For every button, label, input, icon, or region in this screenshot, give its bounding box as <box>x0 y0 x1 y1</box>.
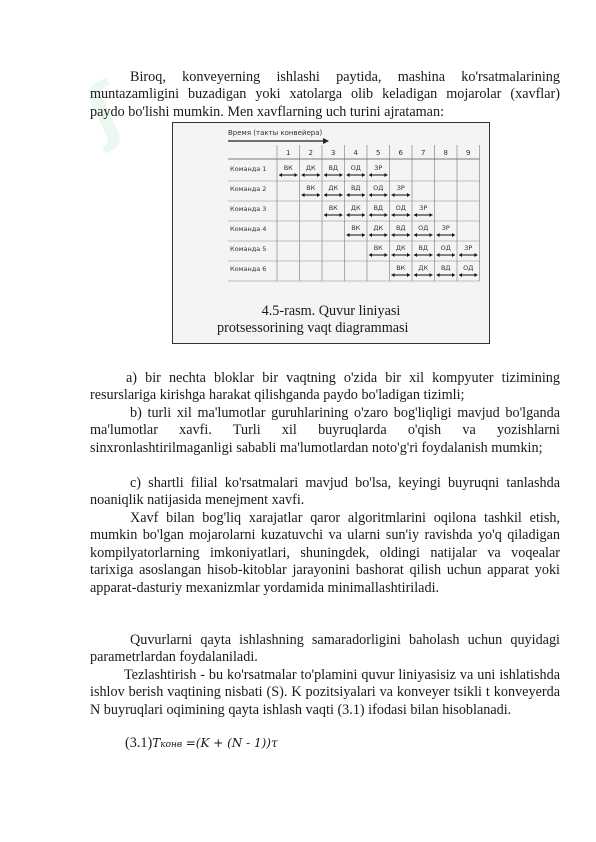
stage-label: ДК <box>305 164 316 172</box>
stage-label: ОД <box>440 244 451 252</box>
stage-arrow-left <box>459 253 462 257</box>
stage-label: ЗР <box>419 204 428 212</box>
stage-label: ВД <box>418 244 429 252</box>
stage-arrow-left <box>414 273 417 277</box>
time-axis-arrow-head <box>323 138 329 144</box>
stage-arrow-right <box>340 173 343 177</box>
formula-label: (3.1) <box>125 735 153 751</box>
stage-arrow-right <box>385 173 388 177</box>
stage-arrow-right <box>362 193 365 197</box>
stage-label: ОД <box>373 184 384 192</box>
stage-arrow-right <box>385 233 388 237</box>
column-number: 5 <box>376 149 381 157</box>
stage-arrow-right <box>362 173 365 177</box>
stage-arrow-left <box>392 233 395 237</box>
stage-label: ОД <box>350 164 361 172</box>
stage-label: ВК <box>396 264 406 272</box>
stage-arrow-left <box>369 253 372 257</box>
stage-arrow-left <box>324 193 327 197</box>
stage-arrow-left <box>392 213 395 217</box>
time-axis-label: Время (такты конвейера) <box>228 129 323 137</box>
stage-label: ДК <box>328 184 339 192</box>
formula-expression: =(K + (N - 1))τ <box>185 736 278 750</box>
stage-label: ВК <box>283 164 293 172</box>
paragraph-a: a) bir nechta bloklar bir vaqtning o'zida bir xil kompyuter tizimining resurslariga kirishga harakat qilishganda paydo bo'ladigan tizimli; <box>90 370 560 404</box>
row-label: Команда 3 <box>230 205 267 213</box>
formula-subscript: конв <box>160 740 183 750</box>
stage-arrow-right <box>452 253 455 257</box>
stage-arrow-right <box>385 193 388 197</box>
paragraph-f: Tezlashtirish - bu ko'rsatmalar to'plamini quvur liniyasisiz va uni ishlatishda ishlov berish vaqtining nisbati (S). K pozitsiyalari va konveyer tsikli t konveyerda N buyruqlari oqimining qayta ishlash vaqti (3.1) ifodasi bilan hisoblanadi. <box>90 667 560 718</box>
paragraph-c: c) shartli filial ko'rsatmalari mavjud bo'lsa, keyingi buyruqni tanlashda noaniqlik natijasida menejment xavfi. <box>90 475 560 509</box>
stage-arrow-right <box>475 253 478 257</box>
stage-arrow-left <box>347 173 350 177</box>
stage-arrow-left <box>347 233 350 237</box>
stage-arrow-left <box>302 173 305 177</box>
stage-label: ОД <box>463 264 474 272</box>
row-label: Команда 4 <box>230 225 267 233</box>
stage-label: ДК <box>395 244 406 252</box>
stage-arrow-left <box>414 233 417 237</box>
stage-arrow-left <box>347 213 350 217</box>
stage-arrow-left <box>324 173 327 177</box>
stage-arrow-right <box>317 173 320 177</box>
stage-arrow-left <box>302 193 305 197</box>
stage-arrow-left <box>347 193 350 197</box>
caption-line-2: protsessorining vaqt diagrammasi <box>217 320 409 336</box>
stage-arrow-left <box>414 213 417 217</box>
stage-arrow-left <box>414 253 417 257</box>
stage-arrow-left <box>437 253 440 257</box>
stage-arrow-left <box>369 193 372 197</box>
column-number: 3 <box>331 149 336 157</box>
stage-arrow-right <box>340 213 343 217</box>
formula-symbol: T <box>152 736 161 750</box>
stage-label: ВД <box>440 264 451 272</box>
stage-label: ДК <box>418 264 429 272</box>
stage-arrow-left <box>392 193 395 197</box>
row-label: Команда 5 <box>230 245 267 253</box>
formula-3-1 <box>125 735 278 752</box>
stage-arrow-right <box>475 273 478 277</box>
stage-arrow-left <box>369 233 372 237</box>
stage-label: ЗР <box>441 224 450 232</box>
stage-arrow-right <box>340 193 343 197</box>
stage-arrow-right <box>407 273 410 277</box>
column-number: 2 <box>308 149 313 157</box>
stage-label: ВД <box>350 184 361 192</box>
stage-arrow-right <box>430 213 433 217</box>
stage-arrow-right <box>362 213 365 217</box>
stage-arrow-right <box>452 233 455 237</box>
stage-arrow-left <box>324 213 327 217</box>
stage-label: ВД <box>395 224 406 232</box>
stage-label: ВК <box>373 244 383 252</box>
column-number: 9 <box>466 149 471 157</box>
column-number: 6 <box>398 149 403 157</box>
watermark: ʃ <box>74 67 136 155</box>
stage-arrow-left <box>279 173 282 177</box>
intro-paragraph: Biroq, konveyerning ishlashi paytida, mashina ko'rsatmalarining muntazamligini buzadigan yoki xatolarga olib keladigan mojarolar (xavflar) paydo bo'lishi mumkin. Men xavflarning uch turini ajrataman: <box>90 69 560 120</box>
column-number: 8 <box>443 149 448 157</box>
stage-label: ВК <box>328 204 338 212</box>
row-label: Команда 2 <box>230 185 267 193</box>
stage-label: ВД <box>373 204 384 212</box>
stage-label: ЗР <box>464 244 473 252</box>
stage-label: ВД <box>328 164 339 172</box>
stage-label: ДК <box>350 204 361 212</box>
stage-arrow-right <box>452 273 455 277</box>
stage-arrow-right <box>295 173 298 177</box>
stage-arrow-right <box>430 253 433 257</box>
stage-label: ДК <box>373 224 384 232</box>
stage-arrow-left <box>437 233 440 237</box>
paragraph-e: Quvurlarni qayta ishlashning samaradorligini baholash uchun quyidagi parametrlardan foydalaniladi. <box>90 632 560 666</box>
stage-label: ВК <box>351 224 361 232</box>
stage-label: ЗР <box>396 184 405 192</box>
stage-arrow-right <box>362 233 365 237</box>
stage-label: ОД <box>395 204 406 212</box>
stage-arrow-right <box>407 193 410 197</box>
stage-arrow-right <box>317 193 320 197</box>
stage-arrow-right <box>385 213 388 217</box>
stage-arrow-right <box>430 233 433 237</box>
row-label: Команда 6 <box>230 265 267 273</box>
column-number: 1 <box>286 149 291 157</box>
stage-arrow-right <box>407 213 410 217</box>
stage-arrow-right <box>385 253 388 257</box>
stage-label: ВК <box>306 184 316 192</box>
pipeline-timing-diagram <box>173 123 489 301</box>
pipeline-figure <box>172 122 490 344</box>
stage-arrow-right <box>430 273 433 277</box>
row-label: Команда 1 <box>230 165 267 173</box>
stage-arrow-left <box>459 273 462 277</box>
stage-arrow-right <box>407 233 410 237</box>
caption-line-1: 4.5-rasm. Quvur liniyasi <box>261 303 401 319</box>
stage-arrow-left <box>437 273 440 277</box>
paragraph-b: b) turli xil ma'lumotlar guruhlarining o'zaro bog'liqligi mavjud bo'lganda ma'lumotlar xavfi. Turli xil buyruqlarda o'qish va yozishlarni sinxronlashtirilmaganligi sababli ma'lumotlardan noto'g'ri foydalanish mumkin; <box>90 405 560 456</box>
stage-arrow-right <box>407 253 410 257</box>
column-number: 4 <box>353 149 358 157</box>
stage-label: ЗР <box>374 164 383 172</box>
stage-arrow-left <box>369 173 372 177</box>
stage-label: ОД <box>418 224 429 232</box>
stage-arrow-left <box>369 213 372 217</box>
stage-arrow-left <box>392 253 395 257</box>
stage-arrow-left <box>392 273 395 277</box>
figure-caption <box>173 303 489 337</box>
paragraph-d: Xavf bilan bog'liq xarajatlar qaror algoritmlarini oqilona tashkil etish, mumkin bo'lgan mojarolarni kuzatuvchi va ularni sun'iy ravishda yo'q qiladigan kompilyatorlarning imkoniyatlari, shuningdek, oldingi natijalar va voqealar tarixiga asoslangan hisob-kitoblar jarayonini bashorat qilish uchun apparat yoki apparat-dasturiy mexanizmlar yordamida minimallashtiriladi. <box>90 510 560 596</box>
column-number: 7 <box>421 149 426 157</box>
